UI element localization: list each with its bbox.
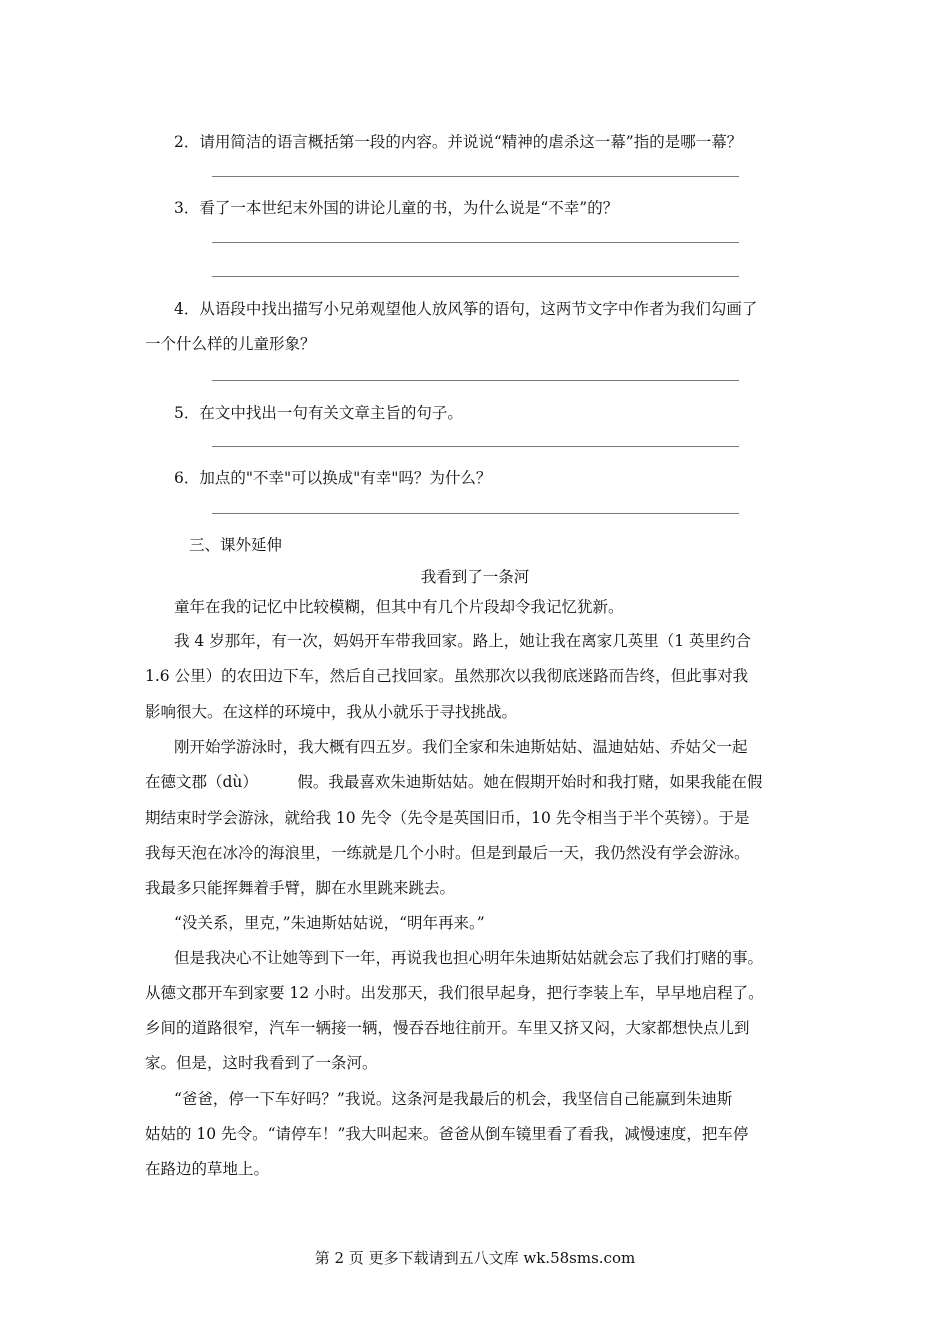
question-6: 6．加点的"不幸"可以换成"有幸"吗？为什么？ (174, 469, 492, 487)
paragraph-line: 从德文郡开车到家要 12 小时。出发那天，我们很早起身，把行李装上车，早早地启程了。 (145, 984, 764, 1002)
answer-line (212, 276, 739, 277)
answer-line (212, 242, 739, 243)
question-5: 5．在文中找出一句有关文章主旨的句子。 (174, 404, 463, 422)
question-4: 4．从语段中找出描写小兄弟观望他人放风筝的语句，这两节文字中作者为我们勾画了 (174, 300, 758, 318)
paragraph-line: 姑姑的 10 先令。“请停车！”我大叫起来。爸爸从倒车镜里看了看我，减慢速度，把车停 (145, 1125, 749, 1143)
page-footer: 第 2 页 更多下载请到五八文库 wk.58sms.com (314, 1249, 636, 1267)
question-2: 2．请用简洁的语言概括第一段的内容。并说说“精神的虐杀这一幕”指的是哪一幕？ (174, 133, 743, 151)
question-3: 3．看了一本世纪末外国的讲论儿童的书，为什么说是“不幸”的？ (174, 199, 619, 217)
answer-line (212, 176, 739, 177)
paragraph-line: 乡间的道路很窄，汽车一辆接一辆，慢吞吞地往前开。车里又挤又闷，大家都想快点儿到 (145, 1019, 750, 1037)
paragraph-line: 但是我决心不让她等到下一年，再说我也担心明年朱迪斯姑姑就会忘了我们打赌的事。 (174, 949, 764, 967)
answer-line (212, 446, 739, 447)
paragraph-line: 我每天泡在冰冷的海浪里，一练就是几个小时。但是到最后一天，我仍然没有学会游泳。 (145, 844, 750, 862)
answer-line (212, 380, 739, 381)
paragraph-line: 期结束时学会游泳，就给我 10 先令（先令是英国旧币，10 先令相当于半个英镑）。于是 (145, 809, 750, 827)
question-4-cont: 一个什么样的儿童形象？ (145, 335, 316, 353)
paragraph-line: “爸爸，停一下车好吗？”我说。这条河是我最后的机会，我坚信自己能赢到朱迪斯 (174, 1090, 733, 1108)
paragraph-line: 家。但是，这时我看到了一条河。 (145, 1054, 378, 1072)
paragraph-line: 童年在我的记忆中比较模糊，但其中有几个片段却令我记忆犹新。 (174, 598, 624, 616)
paragraph-line: 在德文郡（dù） 假。我最喜欢朱迪斯姑姑。她在假期开始时和我打赌，如果我能在假 (145, 773, 763, 791)
paragraph-line: 影响很大。在这样的环境中，我从小就乐于寻找挑战。 (145, 703, 518, 721)
section-heading: 三、课外延伸 (189, 536, 283, 554)
paragraph-line: 我最多只能挥舞着手臂，脚在水里跳来跳去。 (145, 879, 456, 897)
paragraph-line: 我 4 岁那年，有一次，妈妈开车带我回家。路上，她让我在离家几英里（1 英里约合 (174, 632, 752, 650)
paragraph-line: 在路边的草地上。 (145, 1160, 270, 1178)
story-title: 我看到了一条河 (420, 568, 530, 586)
paragraph-line: “没关系，里克，”朱迪斯姑姑说，“明年再来。” (174, 914, 485, 932)
paragraph-line: 刚开始学游泳时，我大概有四五岁。我们全家和朱迪斯姑姑、温迪姑姑、乔姑父一起 (174, 738, 748, 756)
paragraph-line: 1.6 公里）的农田边下车，然后自己找回家。虽然那次以我彻底迷路而告终，但此事对我 (145, 667, 749, 685)
answer-line (212, 513, 739, 514)
